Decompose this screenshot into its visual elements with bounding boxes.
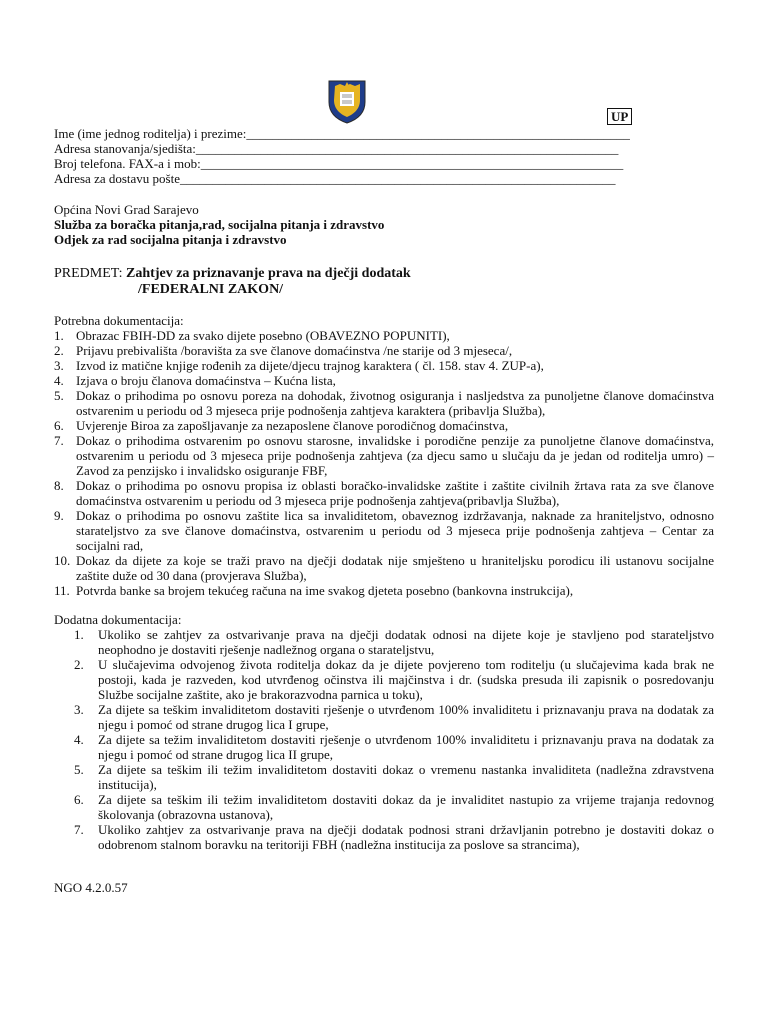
list-item: 11. Potvrda banke sa brojem tekućeg računa na ime svakog djeteta posebno (bankovna instrukcija), [54, 583, 574, 598]
list-item: 4. Izjava o broju članova domaćinstva – Kućna lista, [54, 373, 336, 388]
list-item: 3. Za dijete sa teškim invaliditetom dostaviti rješenje o utvrđenom 100% invaliditetu i priznavanju prava na dodatak za njegu i pomoć od strane drugog lica I grupe, [74, 702, 714, 732]
subject-label: PREDMET: [54, 266, 127, 281]
additional-docs-heading: Dodatna dokumentacija: [54, 612, 182, 627]
additional-docs-section [54, 612, 714, 852]
subject-subtitle: /FEDERALNI ZAKON/ [138, 282, 284, 297]
office-block [54, 202, 654, 247]
list-item: 7. Dokaz o prihodima ostvarenim po osnovu starosne, invalidske i porodične penzije za punoljetne članove domaćinstva, ostvarenim u periodu od 3 mjeseca prije podnošenja zahtjeva (za djecu samo u slučaju da je jedan od roditelja umro) – Zavod za penzijsko i invalidsko osiguranje FBF, [54, 433, 714, 478]
applicant-address-field[interactable]: Adresa stanovanja/sjedišta:_________________________________________________________________ [54, 141, 619, 156]
list-item: 10. Dokaz da dijete za koje se traži pravo na dječji dodatak nije smješteno u hraniteljsku porodicu ili ustanovu socijalne zaštite duže od 30 dana (provjerava Služba), [54, 553, 714, 583]
list-item: 5. Dokaz o prihodima po osnovu poreza na dohodak, životnog osiguranja i nasljedstva za punoljetne članove domaćinstva ostvarenim u periodu od 3 mjeseca prije podnošenja zahtjeva karaktera (pribavlja Služba), [54, 388, 714, 418]
required-docs-list [54, 328, 714, 598]
list-item: 9. Dokaz o prihodima po osnovu zaštite lica sa invaliditetom, obaveznog izdržavanja, naknade za hraniteljstvo, odnosno starateljstvo za sve članove domaćinstva, ostvarenim u periodu od 3 mjeseca prije podnošenja zahtjeva – Centar za socijalni rad, [54, 508, 714, 553]
form-code-box: UP [607, 108, 632, 125]
applicant-mail-address-field[interactable]: Adresa za dostavu pošte___________________________________________________________________ [54, 171, 616, 186]
additional-docs-list [54, 627, 714, 852]
list-item: 6. Uvjerenje Biroa za zapošljavanje za nezaposlene članove porodičnog domaćinstva, [54, 418, 509, 433]
subject-block [54, 266, 714, 298]
required-docs-section [54, 313, 714, 598]
applicant-name-field[interactable]: Ime (ime jednog roditelja) i prezime:___________________________________________________________ [54, 126, 630, 141]
applicant-phone-field[interactable]: Broj telefona. FAX-a i mob:_________________________________________________________________ [54, 156, 624, 171]
list-item: 2. U slučajevima odvojenog života roditelja dokaz da je dijete povjereno tom roditelju (u slučajevima kada brak ne postoji, kada je razveden, kod utvrđenog očinstva ili majčinstva i dr. (sudska presuda ili zapisnik o posredovanju Službe socijalne zaštite, ako je brakorazvodna parnica u toku), [74, 657, 714, 702]
document-code: NGO 4.2.0.57 [54, 880, 128, 895]
list-item: 1. Obrazac FBIH-DD za svako dijete posebno (OBAVEZNO POPUNITI), [54, 328, 450, 343]
list-item: 6. Za dijete sa teškim ili težim invaliditetom dostaviti dokaz da je invaliditet nastupio za vrijeme trajanja redovnog školovanja (obrazovna ustanova), [74, 792, 714, 822]
list-item: 2. Prijavu prebivališta /boravišta za sve članove domaćinstva /ne starije od 3 mjeseca/, [54, 343, 513, 358]
list-item: 7. Ukoliko zahtjev za ostvarivanje prava na dječji dodatak podnosi strani državljanin potrebno je dostaviti dokaz o odobrenom stalnom boravku na teritoriji FBH (nadležna institucija za poslove sa strancima), [74, 822, 714, 852]
list-item: 3. Izvod iz matične knjige rođenih za dijete/djecu trajnog karaktera ( čl. 158. stav 4. ZUP-a), [54, 358, 544, 373]
list-item: 1. Ukoliko se zahtjev za ostvarivanje prava na dječji dodatak odnosi na dijete koje je stavljeno pod starateljstvo neophodno je dostaviti rješenje nadležnog organa o starateljstvu, [74, 627, 714, 657]
department-name: Odjek za rad socijalna pitanja i zdravstvo [54, 232, 287, 247]
list-item: 4. Za dijete sa težim invaliditetom dostaviti rješenje o utvrđenom 100% invaliditetu i priznavanju prava na dodatak za njegu i pomoć od strane drugog lica II grupe, [74, 732, 714, 762]
municipality-name: Općina Novi Grad Sarajevo [54, 202, 199, 217]
applicant-fields [54, 126, 654, 186]
service-name: Služba za boračka pitanja,rad, socijalna pitanja i zdravstvo [54, 217, 385, 232]
coat-of-arms-icon [326, 78, 368, 124]
list-item: 8. Dokaz o prihodima po osnovu propisa iz oblasti boračko-invalidske zaštite i zaštite civilnih žrtava rata za sve članove domaćinstva ostvarenim u periodu od 3 mjeseca prije podnošenja zahtjeva(pribavlja Služba), [54, 478, 714, 508]
list-item: 5. Za dijete sa teškim ili težim invaliditetom dostaviti dokaz o vremenu nastanka invaliditeta (nadležna zdravstvena institucija), [74, 762, 714, 792]
subject-title: Zahtjev za priznavanje prava na dječji dodatak [126, 266, 411, 281]
required-docs-heading: Potrebna dokumentacija: [54, 313, 184, 328]
